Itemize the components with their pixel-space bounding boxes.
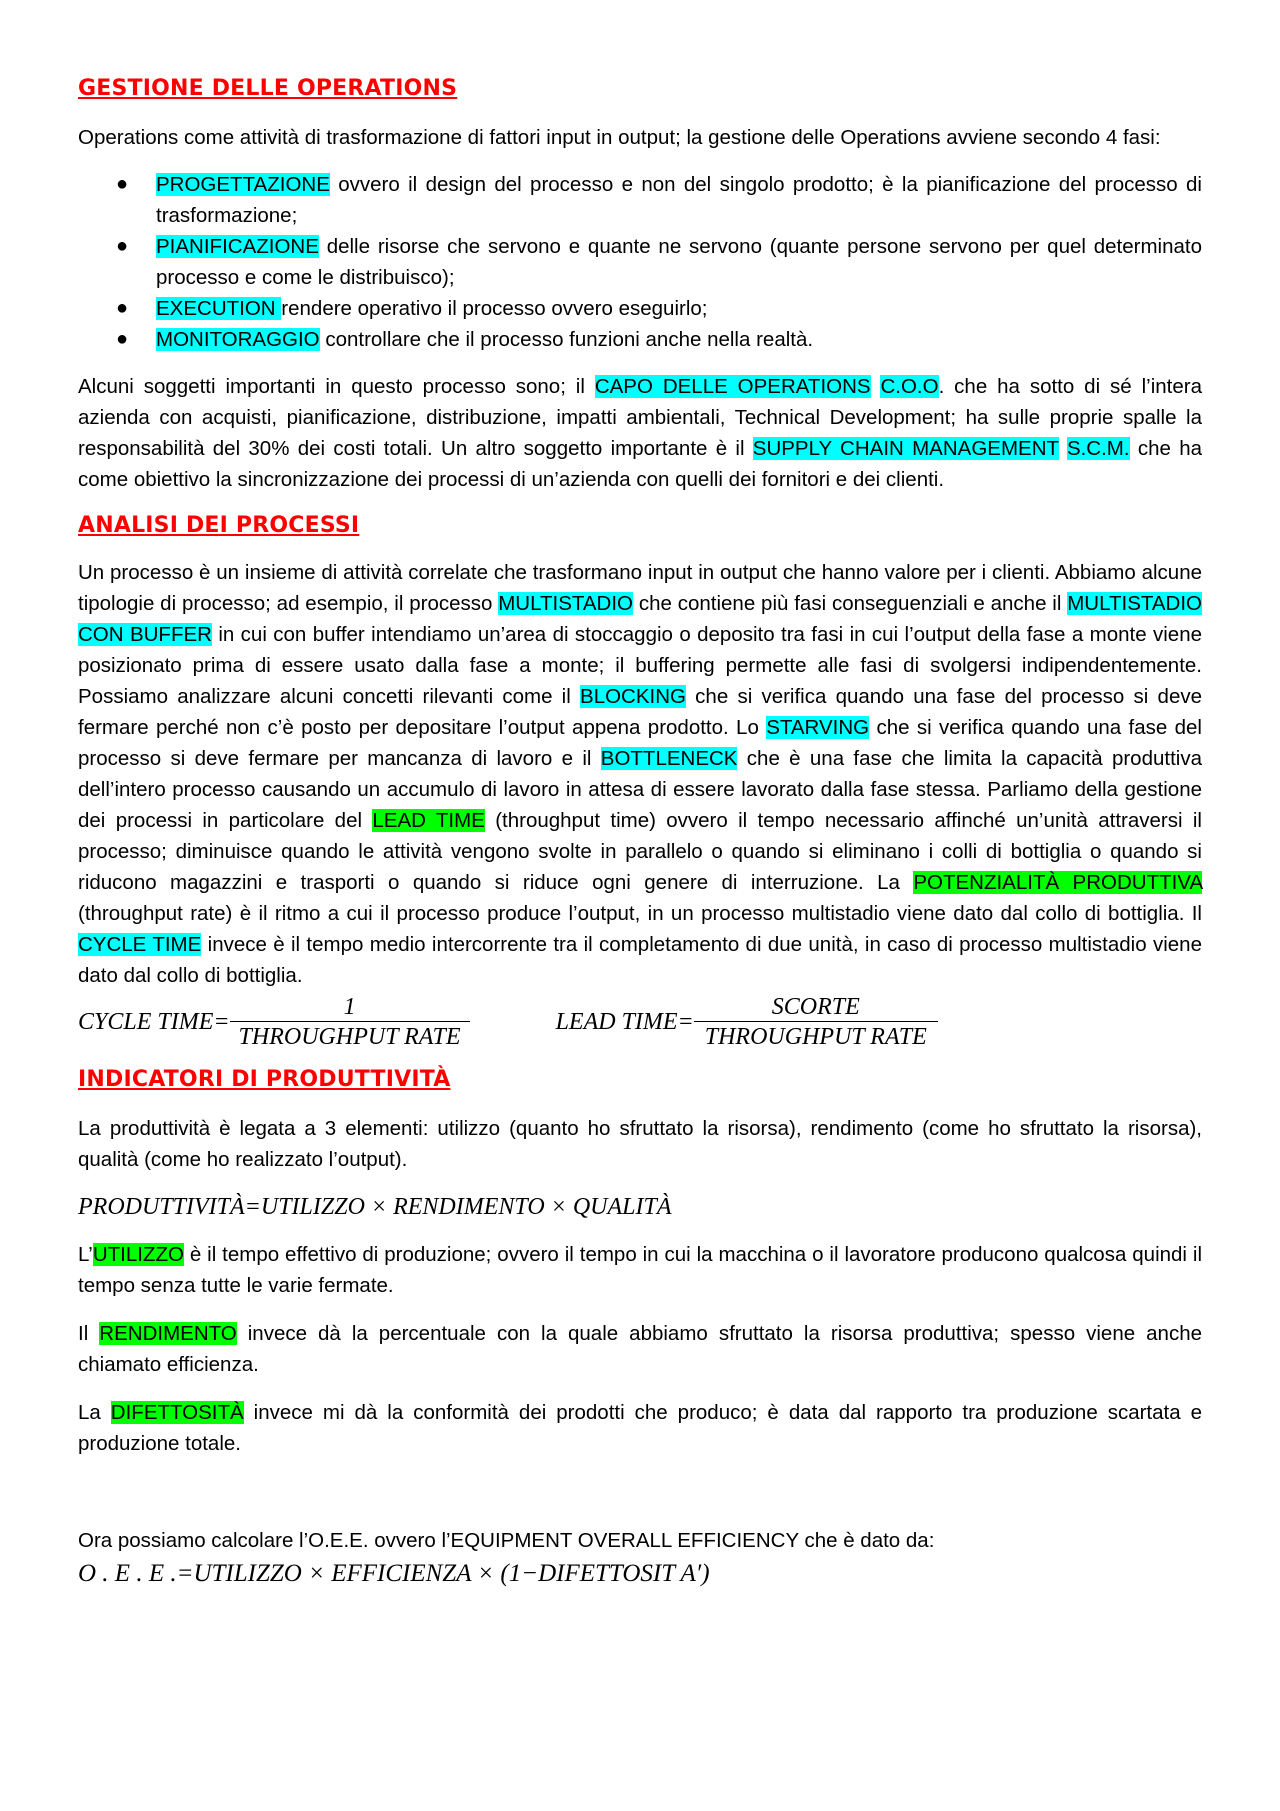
list-item <box>78 293 1202 324</box>
list-item <box>78 324 1202 355</box>
text: che si verifica quando una fase del processo si deve fermare perché non c’è posto per depositare l’output appena prodotto. Lo <box>78 685 1203 739</box>
text: (throughput time) ovvero il tempo necessario affinché un’unità attraversi il processo; diminuisce quando le attività vengono svolte in parallelo o quando si eliminano i colli di bottiglia o quando si riducono magazzini e trasporti o quando si riduce ogni genere di interruzione. La <box>78 809 1202 894</box>
indicators-paragraph: La produttività è legata a 3 elementi: utilizzo (quanto ho sfruttato la risorsa), rendimento (come ho sfruttato la risorsa), qualità (come ho realizzato l’output). <box>78 1117 1202 1171</box>
bullet-icon: ● <box>116 173 129 195</box>
term-highlight: CYCLE TIME <box>78 933 202 956</box>
processes-paragraph <box>78 557 1202 991</box>
fraction-numerator: SCORTE <box>771 993 860 1020</box>
list-item-text: ovvero il design del processo e non del singolo prodotto; è la pianificazione del processo di trasformazione; <box>156 173 1202 227</box>
list-item <box>78 169 1202 231</box>
text: Un processo è un insieme di attività correlate che trasformano input in output che hanno valore per i clienti. Abbiamo alcune tipologie di processo; ad esempio, il processo <box>78 561 1202 615</box>
phases-list <box>78 169 1202 355</box>
term-highlight: C.O.O <box>880 375 939 398</box>
formula-row <box>78 991 1202 1053</box>
lead-time-formula <box>556 993 938 1052</box>
term-highlight: MULTISTADIO <box>498 592 634 615</box>
text: . che ha sotto di sé l’intera azienda con acquisti, pianificazione, distribuzione, impatti ambientali, Technical Development; ha sulle proprie spalle la responsabilità del 30% dei costi totali. Un altro soggetto importante è il <box>78 375 1202 460</box>
term-highlight: BLOCKING <box>580 685 686 708</box>
term-highlight: DIFETTOSITÀ <box>110 1401 244 1424</box>
text: che è una fase che limita la capacità produttiva dell’intero processo causando un accumulo di lavoro in attesa di essere lavorato dalla fase stessa. Parliamo della gestione dei processi in particolare del <box>78 747 1202 832</box>
section-title-operations: GESTIONE DELLE OPERATIONS <box>78 76 458 101</box>
list-item-text: delle risorse che servono e quante ne servono (quante persone servono per quel determinato processo e come le distribuisco); <box>156 235 1202 289</box>
text: Alcuni soggetti importanti in questo processo sono; il <box>78 375 595 398</box>
list-item <box>78 231 1202 293</box>
oee-intro: Ora possiamo calcolare l’O.E.E. ovvero l’EQUIPMENT OVERALL EFFICIENCY che è dato da: <box>78 1529 935 1552</box>
term-highlight: MONITORAGGIO <box>156 328 320 351</box>
fraction-numerator: 1 <box>343 993 356 1020</box>
bullet-icon: ● <box>116 235 129 257</box>
fraction <box>694 993 938 1052</box>
text: L’ <box>78 1243 93 1266</box>
bullet-icon: ● <box>116 328 129 350</box>
text: Il <box>78 1322 100 1345</box>
term-highlight: UTILIZZO <box>92 1243 184 1266</box>
formula-lhs: LEAD TIME= <box>555 1008 694 1035</box>
section-title-processes: ANALISI DEI PROCESSI <box>78 513 360 538</box>
term-highlight: BOTTLENECK <box>600 747 738 770</box>
section-title-indicators: INDICATORI DI PRODUTTIVITÀ <box>78 1067 451 1092</box>
term-highlight: RENDIMENTO <box>99 1322 237 1345</box>
text: che ha come obiettivo la sincronizzazione dei processi di un’azienda con quelli dei fornitori e dei clienti. <box>78 437 1202 491</box>
difettosita-paragraph <box>78 1397 1202 1459</box>
utilizzo-paragraph <box>78 1239 1202 1301</box>
text: invece mi dà la conformità dei prodotti che produco; è data dal rapporto tra produzione scartata e produzione totale. <box>78 1401 1203 1455</box>
intro-paragraph: Operations come attività di trasformazione di fattori input in output; la gestione delle Operations avviene secondo 4 fasi: <box>78 126 1161 149</box>
text: che contiene più fasi conseguenziali e anche il <box>633 592 1068 615</box>
document-content <box>78 74 1202 1592</box>
text: è il tempo effettivo di produzione; ovvero il tempo in cui la macchina o il lavoratore producono qualcosa quindi il tempo senza tutte le varie fermate. <box>78 1243 1202 1297</box>
term-highlight: LEAD TIME <box>372 809 485 832</box>
coo-paragraph <box>78 371 1202 495</box>
text: in cui con buffer intendiamo un’area di stoccaggio o deposito tra fasi in cui l’output della fase a monte viene posizionato prima di essere usato dalla fase a monte; il buffering permette alle fasi di svolgersi indipendentemente. Possiamo analizzare alcuni concetti rilevanti come il <box>78 623 1203 708</box>
bullet-icon: ● <box>116 297 129 319</box>
term-highlight: EXECUTION <box>156 297 282 320</box>
productivity-formula: PRODUTTIVITÀ=UTILIZZO × RENDIMENTO × QUALITÀ <box>78 1194 672 1220</box>
term-highlight: CAPO DELLE OPERATIONS <box>594 375 871 398</box>
term-highlight: PROGETTAZIONE <box>156 173 330 196</box>
term-highlight: PIANIFICAZIONE <box>156 235 319 258</box>
list-item-text: controllare che il processo funzioni anche nella realtà. <box>319 328 814 351</box>
rendimento-paragraph <box>78 1318 1202 1380</box>
term-highlight: MULTISTADIO CON BUFFER <box>78 592 1203 646</box>
list-item-text: rendere operativo il processo ovvero eseguirlo; <box>281 297 708 320</box>
term-highlight: SUPPLY CHAIN MANAGEMENT <box>752 437 1059 460</box>
oee-formula: O . E . E .=UTILIZZO × EFFICIENZA × (1−DIFETTOSIT A′) <box>78 1560 710 1587</box>
term-highlight: STARVING <box>766 716 870 739</box>
text: invece è il tempo medio intercorrente tra il completamento di due unità, in caso di processo multistadio viene dato dal collo di bottiglia. <box>78 933 1202 987</box>
formula-lhs: CYCLE TIME= <box>78 1008 230 1035</box>
text: che si verifica quando una fase del processo si deve fermare per mancanza di lavoro e il <box>78 716 1202 770</box>
text: (throughput rate) è il ritmo a cui il processo produce l’output, in un processo multistadio viene dato dal collo di bottiglia. Il <box>78 902 1202 925</box>
fraction-denominator: THROUGHPUT RATE <box>230 1021 470 1052</box>
fraction <box>230 993 470 1052</box>
term-highlight: POTENZIALITÀ PRODUTTIVA <box>913 871 1203 894</box>
text: La <box>78 1401 111 1424</box>
fraction-denominator: THROUGHPUT RATE <box>694 1021 938 1052</box>
text: invece dà la percentuale con la quale abbiamo sfruttato la risorsa produttiva; spesso viene anche chiamato efficienza. <box>78 1322 1202 1376</box>
term-highlight: S.C.M. <box>1066 437 1130 460</box>
cycle-time-formula <box>78 993 470 1052</box>
